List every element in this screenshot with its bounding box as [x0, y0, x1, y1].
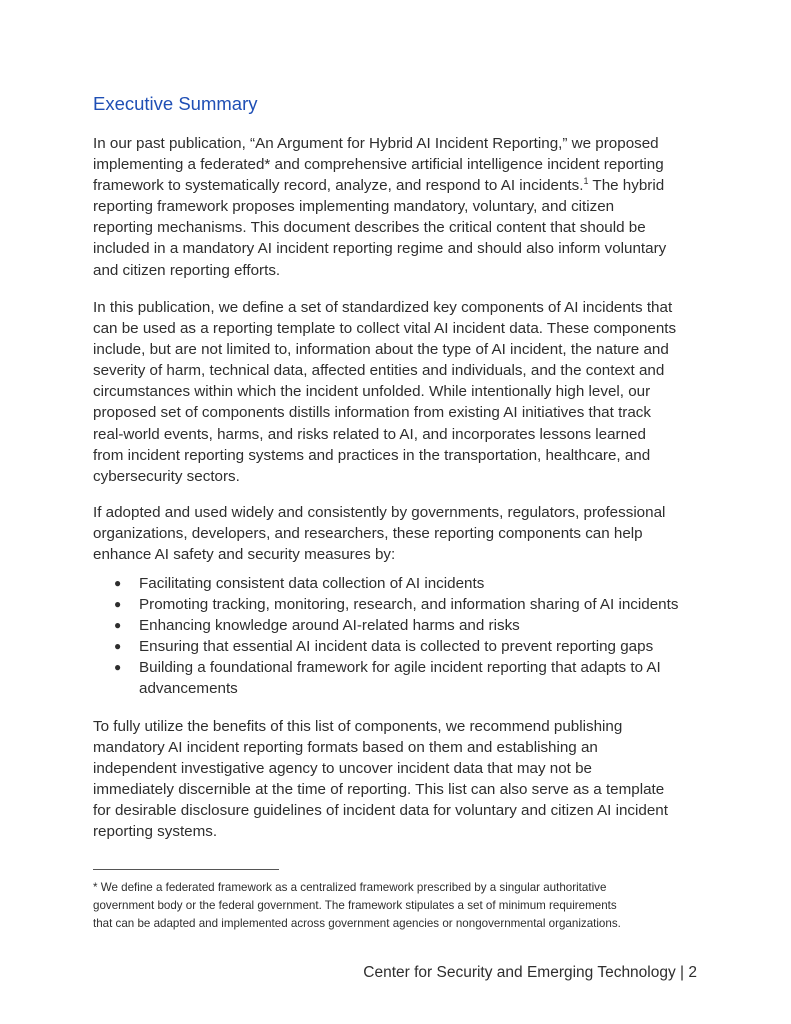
- text-line: mandatory AI incident reporting formats based on them and establishing an: [93, 739, 598, 757]
- paragraph-components: [93, 297, 713, 487]
- text-line: Building a foundational framework for agile incident reporting that adapts to AI: [139, 659, 661, 677]
- section-heading: Executive Summary: [93, 93, 258, 114]
- text-line: immediately discernible at the time of reporting. This list can also serve as a template: [93, 781, 665, 799]
- text-line: reporting mechanisms. This document describes the critical content that should be: [93, 219, 646, 237]
- footnote-line: that can be adapted and implemented across government agencies or nongovernmental organizations.: [93, 917, 621, 930]
- text-line: can be used as a reporting template to collect vital AI incident data. These components: [93, 320, 677, 338]
- text-line: for desirable disclosure guidelines of incident data for voluntary and citizen AI incident: [93, 802, 668, 820]
- text-line: severity of harm, technical data, affected entities and individuals, and the context and: [93, 362, 665, 380]
- footnote-line: government body or the federal government. The framework stipulates a set of minimum requirements: [93, 899, 617, 912]
- bullet-icon: ●: [114, 618, 122, 633]
- text-line: Promoting tracking, monitoring, research, and information sharing of AI incidents: [139, 596, 679, 614]
- text-line: If adopted and used widely and consistently by governments, regulators, professional: [93, 504, 666, 521]
- benefits-list: [114, 573, 678, 700]
- list-item: [114, 594, 678, 615]
- text-line: enhance AI safety and security measures by:: [93, 546, 396, 564]
- text-line: [93, 175, 713, 196]
- paragraph-intro: [93, 133, 713, 281]
- text-line: independent investigative agency to uncover incident data that may not be: [93, 760, 592, 778]
- text-line: implementing a federated* and comprehensive artificial intelligence incident reporting: [93, 156, 664, 174]
- text-line: cybersecurity sectors.: [93, 467, 240, 485]
- text-line: In this publication, we define a set of standardized key components of AI incidents that: [93, 299, 673, 316]
- text-line: real-world events, harms, and risks related to AI, and incorporates lessons learned: [93, 425, 646, 443]
- text-line: circumstances within which the incident unfolded. While intentionally high level, our: [93, 383, 651, 401]
- text-segment: The hybrid: [588, 177, 665, 195]
- text-line: include, but are not limited to, information about the type of AI incident, the nature and: [93, 341, 669, 359]
- footnote-reference[interactable]: 1: [583, 176, 589, 187]
- paragraph-recommendation: [93, 716, 713, 843]
- list-item: [114, 657, 678, 699]
- footnote-divider: [93, 869, 279, 870]
- list-item: [114, 615, 678, 636]
- text-line: Enhancing knowledge around AI-related harms and risks: [139, 617, 520, 635]
- bullet-icon: ●: [114, 660, 122, 675]
- text-line: reporting framework proposes implementing mandatory, voluntary, and citizen: [93, 198, 615, 216]
- text-line: organizations, developers, and researchers, these reporting components can help: [93, 525, 643, 543]
- bullet-icon: ●: [114, 597, 122, 612]
- text-line: and citizen reporting efforts.: [93, 261, 281, 279]
- list-item: [114, 573, 678, 594]
- bullet-icon: ●: [114, 639, 122, 654]
- text-line: proposed set of components distills information from existing AI initiatives that track: [93, 404, 651, 422]
- text-line: from incident reporting systems and practices in the transportation, healthcare, and: [93, 446, 651, 464]
- bullet-icon: ●: [114, 576, 122, 590]
- text-line: included in a mandatory AI incident reporting regime and should also inform voluntary: [93, 240, 667, 258]
- footnote: [93, 879, 621, 933]
- paragraph-adoption: [93, 502, 713, 565]
- text-line: Facilitating consistent data collection of AI incidents: [139, 575, 485, 592]
- text-line: Ensuring that essential AI incident data is collected to prevent reporting gaps: [139, 638, 654, 656]
- text-segment: framework to systematically record, analyze, and respond to AI incidents.: [93, 177, 584, 195]
- text-line: To fully utilize the benefits of this list of components, we recommend publishing: [93, 718, 623, 735]
- page-footer: Center for Security and Emerging Technology | 2: [363, 964, 697, 981]
- text-line: reporting systems.: [93, 823, 218, 841]
- list-item: [114, 636, 678, 657]
- footnote-line: * We define a federated framework as a centralized framework prescribed by a singular authoritative: [93, 881, 607, 894]
- text-line: In our past publication, “An Argument for Hybrid AI Incident Reporting,” we proposed: [93, 135, 659, 152]
- text-line: advancements: [139, 680, 238, 698]
